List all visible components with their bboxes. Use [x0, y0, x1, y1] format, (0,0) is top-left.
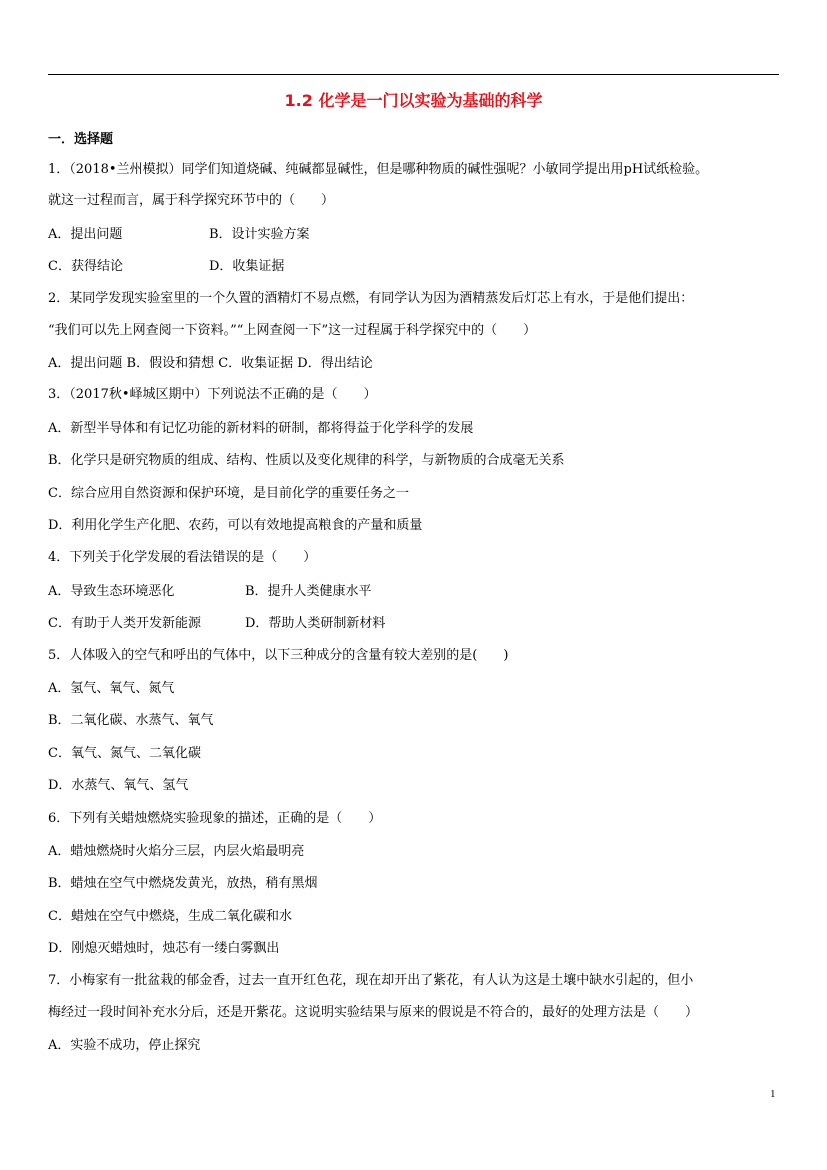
q6-option-d: D．刚熄灭蜡烛时，烛芯有一缕白雾飘出: [48, 941, 280, 956]
q6-stem: 6．下列有关蜡烛燃烧实验现象的描述，正确的是（ ）: [48, 811, 382, 826]
q7-stem-line2: 梅经过一段时间补充水分后，还是开紫花。这说明实验结果与原来的假说是不符合的，最好的处理方法是（ ）: [48, 1005, 699, 1020]
q3-option-b: B．化学只是研究物质的组成、结构、性质以及变化规律的科学，与新物质的合成毫无关系: [48, 453, 565, 468]
header-rule: [48, 74, 779, 75]
q5-option-a: A．氢气、氧气、氮气: [48, 681, 175, 696]
q2-stem-line1: 2．某同学发现实验室里的一个久置的酒精灯不易点燃，有同学认为因为酒精蒸发后灯芯上有水，于是他们提出：: [48, 291, 694, 306]
q4-stem: 4．下列关于化学发展的看法错误的是（ ）: [48, 550, 317, 565]
q4-option-d: D．帮助人类研制新材料: [245, 616, 386, 631]
q1-option-a: A．提出问题: [48, 227, 123, 242]
page-number: 1: [770, 1088, 776, 1100]
q1-option-b: B．设计实验方案: [209, 227, 310, 242]
q5-stem: 5．人体吸入的空气和呼出的气体中，以下三种成分的含量有较大差别的是( ): [48, 648, 509, 663]
q6-option-b: B．蜡烛在空气中燃烧发黄光，放热，稍有黑烟: [48, 876, 318, 891]
q7-stem-line1: 7．小梅家有一批盆栽的郁金香，过去一直开红色花，现在却开出了紫花，有人认为这是土壤中缺水引起的，但小: [48, 973, 694, 988]
q5-option-d: D．水蒸气、氧气、氢气: [48, 778, 189, 793]
q4-option-c: C．有助于人类开发新能源: [48, 616, 201, 631]
q7-option-a: A．实验不成功，停止探究: [48, 1038, 201, 1053]
q3-option-d: D．利用化学生产化肥、农药，可以有效地提高粮食的产量和质量: [48, 518, 423, 533]
q4-option-b: B．提升人类健康水平: [245, 584, 372, 599]
q5-option-b: B．二氧化碳、水蒸气、氧气: [48, 713, 214, 728]
q5-option-c: C．氧气、氮气、二氧化碳: [48, 746, 201, 761]
q3-stem: 3．（2017秋•峄城区期中）下列说法不正确的是（ ）: [48, 387, 377, 402]
q1-option-c: C．获得结论: [48, 259, 123, 274]
q3-option-c: C．综合应用自然资源和保护环境，是目前化学的重要任务之一: [48, 486, 409, 501]
q4-option-a: A．导致生态环境恶化: [48, 584, 175, 599]
q6-option-c: C．蜡烛在空气中燃烧，生成二氧化碳和水: [48, 909, 292, 924]
q1-option-d: D．收集证据: [209, 259, 285, 274]
q2-options: A．提出问题 B．假设和猜想 C．收集证据 D．得出结论: [48, 356, 373, 371]
q1-stem-line1: 1．（2018•兰州模拟）同学们知道烧碱、纯碱都显碱性，但是哪种物质的碱性强呢？小敏同学提出用pH试纸检验。: [48, 162, 709, 177]
page-title: 1.2 化学是一门以实验为基础的科学: [284, 91, 543, 110]
q2-stem-line2: “我们可以先上网查阅一下资料。”“上网查阅一下”这一过程属于科学探究中的（ ）: [48, 323, 537, 338]
q6-option-a: A．蜡烛燃烧时火焰分三层，内层火焰最明亮: [48, 844, 305, 859]
q3-option-a: A．新型半导体和有记忆功能的新材料的研制，都将得益于化学科学的发展: [48, 421, 474, 436]
q1-stem-line2: 就这一过程而言，属于科学探究环节中的（ ）: [48, 193, 335, 208]
section-heading: 一．选择题: [48, 132, 114, 147]
